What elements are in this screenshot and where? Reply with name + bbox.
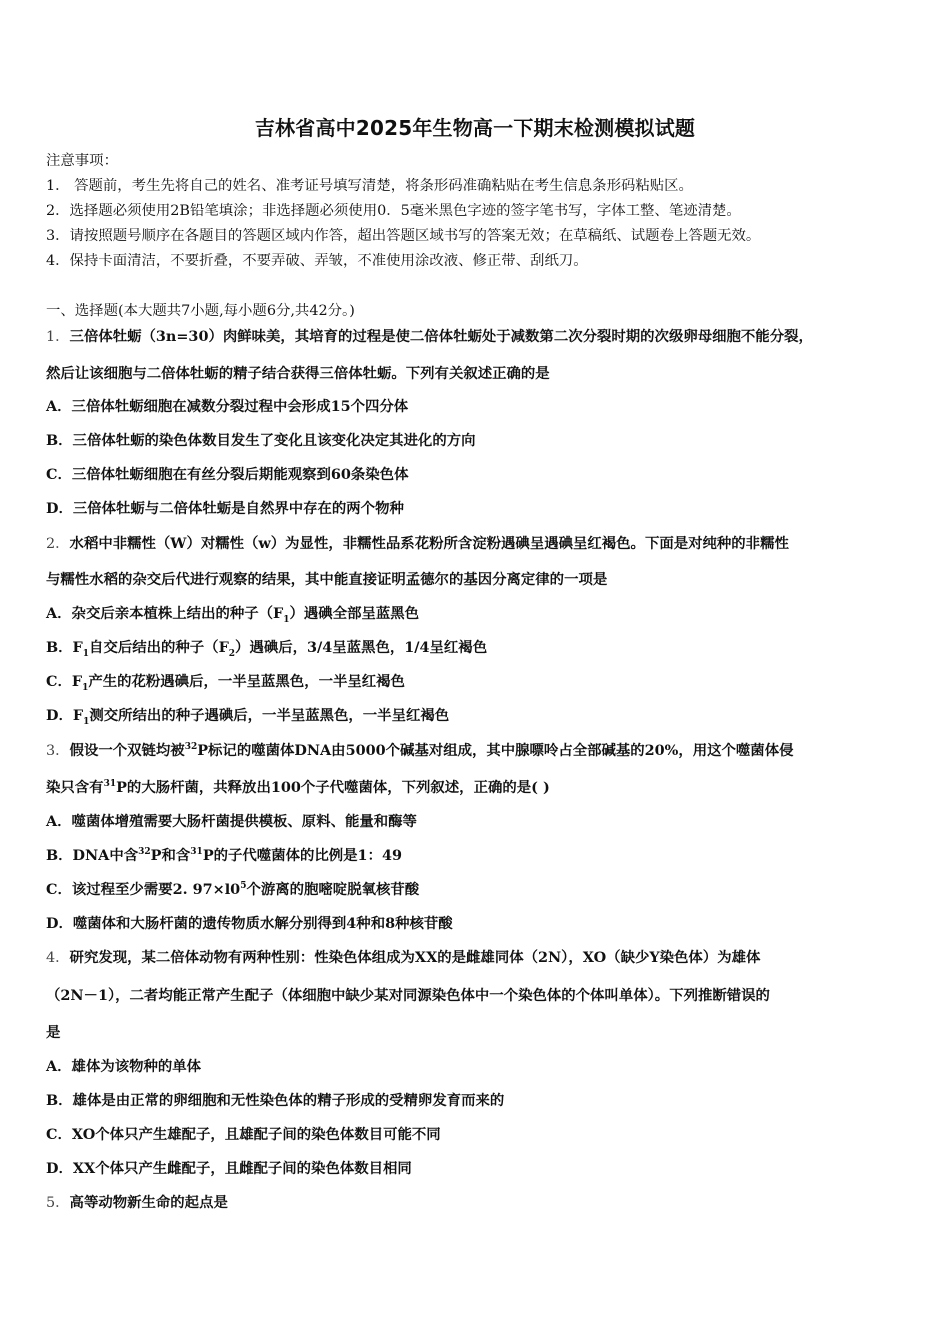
question-2-option-b	[46, 638, 487, 658]
question-4-option-a: A．雄体为该物种的单体	[46, 1058, 202, 1075]
question-number: 3．	[46, 743, 70, 759]
subscript: 1	[82, 648, 90, 659]
option-text: 个游离的胞嘧啶脱氧核苷酸	[246, 881, 420, 898]
subscript: 2	[228, 648, 236, 659]
superscript: 31	[190, 847, 203, 858]
question-3-option-a: A．噬菌体增殖需要大肠杆菌提供模板、原料、能量和酶等	[46, 813, 417, 830]
subscript: 1	[82, 682, 89, 693]
question-3-option-b	[46, 846, 402, 866]
superscript: 32	[184, 742, 198, 753]
option-text: ）遇碘后，3/4呈蓝黑色，1/4呈红褐色	[235, 639, 488, 656]
question-4-line-3: 是	[46, 1024, 61, 1041]
question-2-option-a	[46, 604, 419, 624]
option-text: A．杂交后亲本植株上结出的种子（F	[46, 605, 284, 622]
option-text: B．F	[46, 639, 83, 656]
page-title: 吉林省高中2025年生物高一下期末检测模拟试题	[254, 116, 696, 140]
note-item: 3．请按照题号顺序在各题目的答题区域内作答，超出答题区域书写的答案无效；在草稿纸、试题卷上答题无效。	[46, 228, 761, 244]
question-text: P标记的噬菌体DNA由5000个碱基对组成，其中腺嘌呤占全部碱基的20%，用这个噬菌体侵	[197, 742, 794, 759]
question-4-option-b: B．雄体是由正常的卵细胞和无性染色体的精子形成的受精卵发育而来的	[46, 1092, 505, 1109]
question-1-line-2: 然后让该细胞与二倍体牡蛎的精子结合获得三倍体牡蛎。下列有关叙述正确的是	[46, 365, 550, 382]
question-text: 高等动物新生命的起点是	[69, 1194, 228, 1211]
superscript: 5	[240, 881, 247, 892]
question-1-option-c: C．三倍体牡蛎细胞在有丝分裂后期能观察到60条染色体	[46, 466, 409, 483]
question-4-line-2: （2N－1），二者均能正常产生配子（体细胞中缺少某对同源染色体中一个染色体的个体叫单体）。下列推断错误的	[46, 987, 770, 1004]
question-4-line-1	[46, 948, 760, 968]
question-text: 假设一个双链均被	[69, 742, 185, 759]
question-number: 5．	[46, 1195, 70, 1211]
question-3-option-c	[46, 880, 419, 900]
question-number: 4．	[46, 950, 70, 966]
question-2-line-2: 与糯性水稻的杂交后代进行观察的结果，其中能直接证明孟德尔的基因分离定律的一项是	[46, 571, 608, 588]
subscript: 1	[283, 614, 290, 625]
question-text: 三倍体牡蛎（3n=30）肉鲜味美，其培育的过程是使二倍体牡蛎处于减数第二次分裂时期的次级卵母细胞不能分裂，	[69, 328, 813, 345]
notes-heading: 注意事项：	[46, 153, 118, 169]
note-item: 2．选择题必须使用2B铅笔填涂；非选择题必须使用0．5毫米黑色字迹的签字笔书写，字体工整、笔迹清楚。	[46, 203, 741, 219]
question-3-line-2	[46, 778, 550, 798]
question-5-line-1	[46, 1193, 228, 1213]
superscript: 32	[138, 847, 151, 858]
section-heading: 一、选择题(本大题共7小题,每小题6分,共42分。)	[46, 303, 355, 319]
note-item: 1． 答题前，考生先将自己的姓名、准考证号填写清楚，将条形码准确粘贴在考生信息条形码粘贴区。	[46, 178, 693, 194]
option-text: D．F	[46, 707, 84, 724]
question-2-option-d	[46, 706, 449, 726]
question-1-line-1	[46, 327, 813, 347]
question-3-option-d: D．噬菌体和大肠杆菌的遗传物质水解分别得到4种和8种核苷酸	[46, 915, 453, 932]
question-number: 2．	[46, 536, 70, 552]
question-text: 研究发现，某二倍体动物有两种性别：性染色体组成为XX的是雌雄同体（2N），XO（缺少Y染色体）为雄体	[69, 949, 761, 966]
note-item: 4．保持卡面清洁，不要折叠，不要弄破、弄皱，不准使用涂改液、修正带、刮纸刀。	[46, 253, 588, 269]
question-1-option-b: B．三倍体牡蛎的染色体数目发生了变化且该变化决定其进化的方向	[46, 432, 476, 449]
option-text: ）遇碘全部呈蓝黑色	[289, 605, 420, 622]
question-3-line-1	[46, 741, 793, 761]
option-text: C．F	[46, 673, 83, 690]
question-4-option-d: D．XX个体只产生雌配子，且雌配子间的染色体数目相同	[46, 1160, 412, 1177]
question-2-option-c	[46, 672, 405, 692]
question-text: P的大肠杆菌，共释放出100个子代噬菌体，下列叙述，正确的是( )	[116, 779, 550, 796]
option-text: 测交所结出的种子遇碘后，一半呈蓝黑色，一半呈红褐色	[89, 707, 450, 724]
question-text: 水稻中非糯性（W）对糯性（w）为显性，非糯性品系花粉所含淀粉遇碘呈遇碘呈红褐色。下面是对纯种的非糯性	[69, 535, 789, 552]
subscript: 1	[83, 716, 90, 727]
option-text: C．该过程至少需要2. 97×l0	[46, 881, 241, 898]
option-text: B．DNA中含	[46, 847, 139, 864]
question-2-line-1	[46, 534, 789, 554]
question-text: 染只含有	[46, 779, 104, 796]
option-text: P和含	[150, 847, 191, 864]
question-number: 1．	[46, 329, 70, 345]
option-text: P的子代噬菌体的比例是1：49	[202, 847, 402, 864]
superscript: 31	[103, 779, 117, 790]
option-text: 自交后结出的种子（F	[89, 639, 229, 656]
question-4-option-c: C．XO个体只产生雄配子，且雄配子间的染色体数目可能不同	[46, 1126, 441, 1143]
question-1-option-d: D．三倍体牡蛎与二倍体牡蛎是自然界中存在的两个物种	[46, 500, 404, 517]
option-text: 产生的花粉遇碘后，一半呈蓝黑色，一半呈红褐色	[88, 673, 405, 690]
question-1-option-a: A．三倍体牡蛎细胞在减数分裂过程中会形成15个四分体	[46, 398, 409, 415]
